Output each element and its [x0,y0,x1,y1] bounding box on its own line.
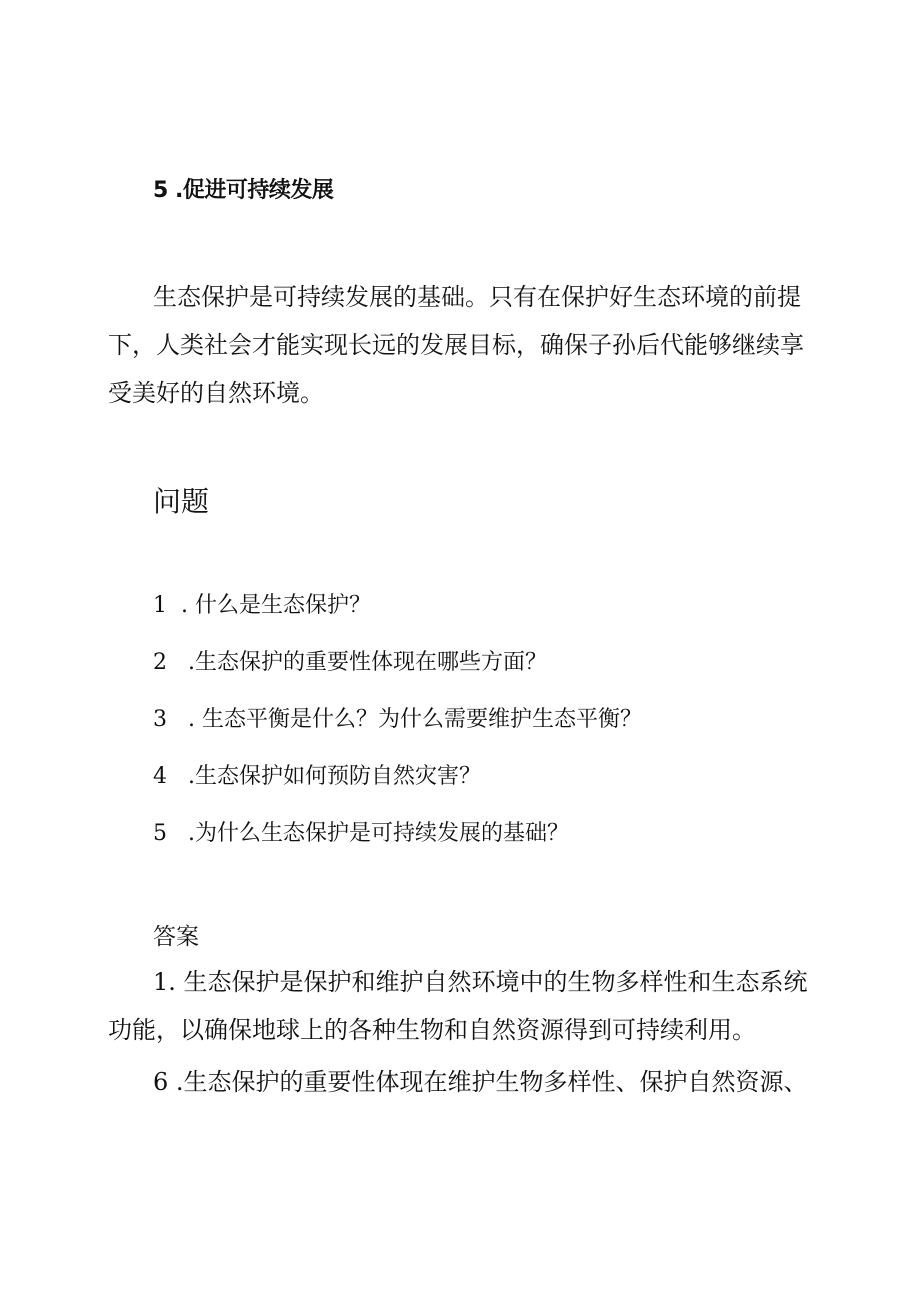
section-heading [153,173,333,204]
section-number: 5 [153,178,168,203]
question-text: .生态保护的重要性体现在哪些方面？ [181,650,547,675]
list-item [153,702,642,730]
section-paragraph: 生态保护是可持续发展的基础。只有在保护好生态环境的前提下，人类社会才能实现长远的发展目标，确保子孙后代能够继续享受美好的自然环境。 [108,283,804,407]
list-item [153,645,642,673]
list-item [153,816,642,844]
section-title: .促进可持续发展 [174,178,334,203]
list-item [153,759,642,787]
question-text: .生态保护如何预防自然灾害？ [181,764,481,789]
question-text: . 生态平衡是什么？为什么需要维护生态平衡？ [181,707,642,732]
question-number: 5 [153,821,167,846]
question-number: 2 [153,650,167,675]
questions-title: 问题 [153,485,210,518]
question-number: 1 [153,593,167,618]
question-number: 4 [153,764,167,789]
question-text: . 什么是生态保护？ [181,593,371,618]
questions-list [153,588,642,873]
question-text: .为什么生态保护是可持续发展的基础？ [181,821,569,846]
question-number: 3 [153,707,167,732]
answer-paragraph: 6 .生态保护的重要性体现在维护生物多样性、保护自然资源、 [153,1068,808,1096]
answers-title: 答案 [153,924,199,950]
answer-paragraph: 1. 生态保护是保护和维护自然环境中的生物多样性和生态系统功能，以确保地球上的各种生物和自然资源得到可持续利用。 [108,968,808,1044]
list-item [153,588,642,616]
